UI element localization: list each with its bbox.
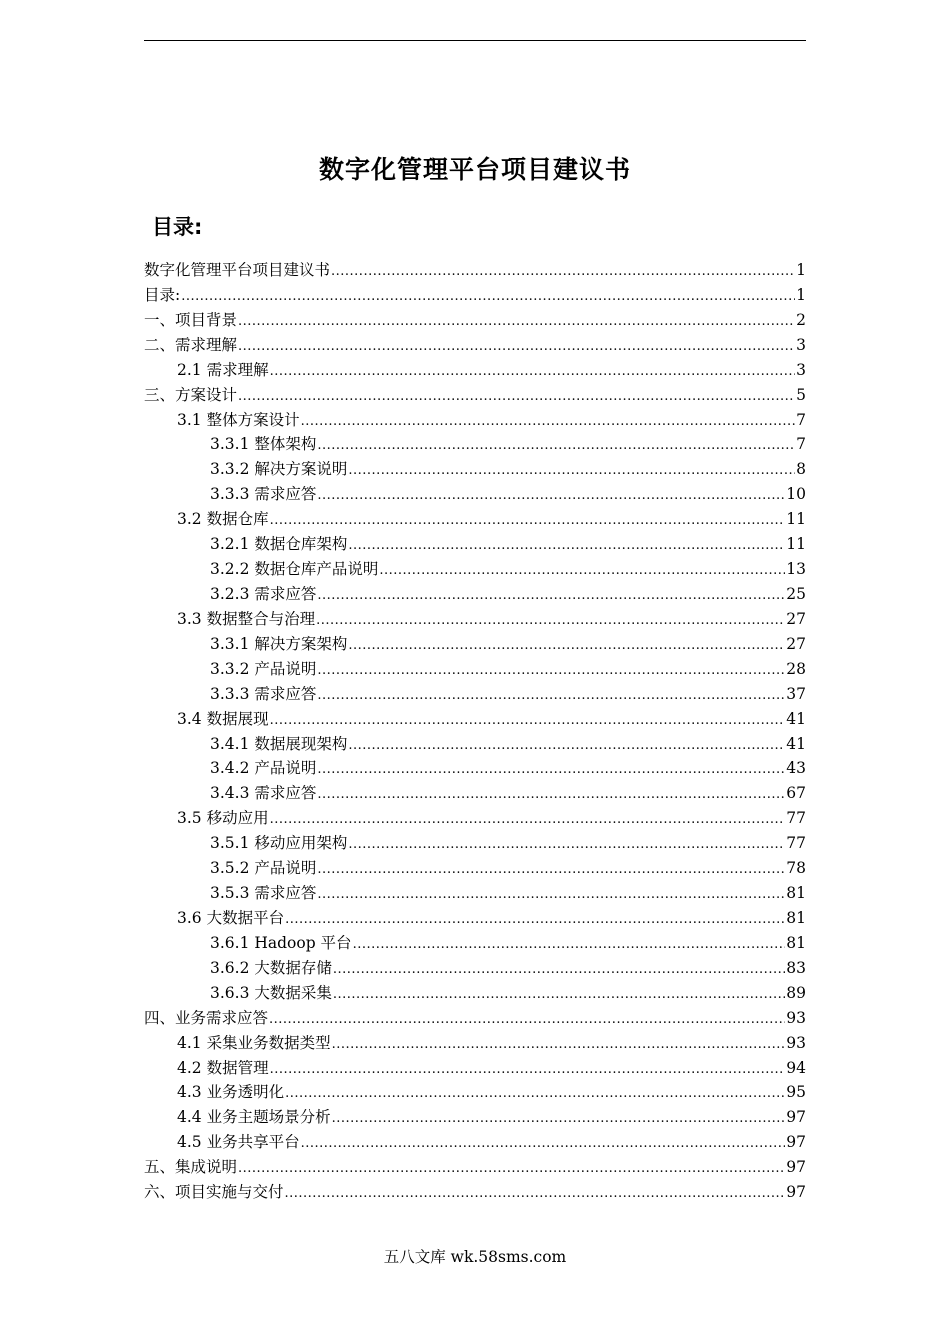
toc-dot-leader — [317, 663, 785, 678]
toc-entry-label: 2.1 需求理解 — [177, 360, 269, 379]
toc-entry-label: 3.5.2 产品说明 — [210, 859, 317, 878]
toc-entry-page-number: 97 — [786, 1133, 806, 1152]
toc-entry[interactable] — [144, 308, 806, 333]
toc-entry-label: 五、集成说明 — [144, 1158, 238, 1177]
toc-entry[interactable] — [144, 507, 806, 532]
toc-entry-page-number: 93 — [786, 1033, 806, 1052]
toc-entry-page-number: 77 — [786, 834, 806, 853]
toc-dot-leader — [238, 1161, 785, 1176]
toc-heading: 目录: — [152, 215, 203, 239]
toc-entry[interactable] — [144, 856, 806, 881]
toc-entry-page-number: 5 — [796, 385, 806, 404]
toc-entry-label: 3.3.2 解决方案说明 — [210, 460, 348, 479]
toc-dot-leader — [301, 414, 796, 429]
toc-entry-page-number: 97 — [786, 1183, 806, 1202]
toc-entry-label: 4.4 业务主题场景分析 — [177, 1108, 331, 1127]
toc-entry-label: 3.6.2 大数据存储 — [210, 958, 332, 977]
toc-entry-label: 3.1 整体方案设计 — [177, 410, 300, 429]
toc-entry-label: 3.6.1 Hadoop 平台 — [210, 933, 352, 952]
toc-entry[interactable] — [144, 1031, 806, 1056]
toc-entry[interactable] — [144, 333, 806, 358]
toc-entry[interactable] — [144, 632, 806, 657]
toc-entry[interactable] — [144, 1180, 806, 1205]
toc-entry-page-number: 7 — [796, 435, 806, 454]
toc-dot-leader — [317, 787, 785, 802]
toc-entry-page-number: 27 — [786, 634, 806, 653]
toc-entry-label: 3.2.1 数据仓库架构 — [210, 535, 348, 554]
toc-entry-label: 3.3.3 需求应答 — [210, 684, 317, 703]
toc-entry-page-number: 93 — [786, 1008, 806, 1027]
toc-entry-page-number: 78 — [786, 859, 806, 878]
toc-entry[interactable] — [144, 1155, 806, 1180]
toc-entry-label: 4.1 采集业务数据类型 — [177, 1033, 331, 1052]
toc-entry-page-number: 67 — [786, 784, 806, 803]
toc-entry-page-number: 81 — [786, 908, 806, 927]
toc-entry-page-number: 97 — [786, 1158, 806, 1177]
toc-dot-leader — [317, 488, 785, 503]
toc-entry-page-number: 8 — [796, 460, 806, 479]
toc-dot-leader — [332, 1111, 786, 1126]
toc-entry[interactable] — [144, 457, 806, 482]
toc-entry-page-number: 27 — [786, 609, 806, 628]
toc-entry-label: 3.2 数据仓库 — [177, 510, 269, 529]
toc-entry[interactable] — [144, 358, 806, 383]
toc-entry-label: 3.3.2 产品说明 — [210, 659, 317, 678]
toc-dot-leader — [301, 1136, 786, 1151]
toc-entry-page-number: 11 — [786, 510, 806, 529]
header-rule — [144, 40, 806, 41]
toc-entry[interactable] — [144, 682, 806, 707]
toc-entry[interactable] — [144, 981, 806, 1006]
toc-dot-leader — [285, 1086, 785, 1101]
toc-entry-page-number: 83 — [786, 958, 806, 977]
toc-entry-label: 三、方案设计 — [144, 385, 238, 404]
toc-entry-label: 3.4.1 数据展现架构 — [210, 734, 348, 753]
toc-entry-label: 3.3.3 需求应答 — [210, 485, 317, 504]
toc-entry[interactable] — [144, 931, 806, 956]
toc-dot-leader — [181, 289, 795, 304]
toc-entry[interactable] — [144, 657, 806, 682]
toc-entry-page-number: 95 — [786, 1083, 806, 1102]
toc-dot-leader — [270, 713, 786, 728]
toc-entry-page-number: 3 — [796, 360, 806, 379]
toc-entry[interactable] — [144, 1006, 806, 1031]
toc-entry[interactable] — [144, 781, 806, 806]
toc-entry-page-number: 97 — [786, 1108, 806, 1127]
toc-entry-label: 3.2.2 数据仓库产品说明 — [210, 560, 379, 579]
page-footer: 五八文库 wk.58sms.com — [383, 1248, 567, 1266]
toc-entry-page-number: 43 — [786, 759, 806, 778]
toc-entry-label: 3.3 数据整合与治理 — [177, 609, 316, 628]
toc-entry-label: 四、业务需求应答 — [144, 1008, 269, 1027]
toc-entry-page-number: 7 — [796, 410, 806, 429]
toc-entry-page-number: 81 — [786, 933, 806, 952]
toc-entry[interactable] — [144, 607, 806, 632]
toc-dot-leader — [285, 1186, 786, 1201]
toc-entry[interactable] — [144, 831, 806, 856]
toc-entry-page-number: 77 — [786, 809, 806, 828]
toc-dot-leader — [348, 837, 785, 852]
toc-entry[interactable] — [144, 432, 806, 457]
toc-entry-page-number: 89 — [786, 983, 806, 1002]
toc-dot-leader — [348, 738, 785, 753]
toc-entry-page-number: 41 — [786, 709, 806, 728]
toc-entry-page-number: 1 — [796, 261, 806, 279]
toc-dot-leader — [331, 264, 795, 279]
toc-entry-page-number: 94 — [786, 1058, 806, 1077]
toc-entry-label: 3.6.3 大数据采集 — [210, 983, 332, 1002]
toc-dot-leader — [348, 463, 795, 478]
toc-entry-page-number: 41 — [786, 734, 806, 753]
toc-entry[interactable] — [144, 881, 806, 906]
toc-entry[interactable] — [144, 1130, 806, 1155]
toc-dot-leader — [353, 937, 786, 952]
toc-entry[interactable] — [144, 1105, 806, 1130]
toc-entry-label: 4.3 业务透明化 — [177, 1083, 285, 1102]
toc-entry[interactable] — [144, 258, 806, 283]
toc-entry-label: 数字化管理平台项目建议书 — [144, 261, 331, 279]
toc-entry[interactable] — [144, 582, 806, 607]
toc-entry-page-number: 25 — [786, 584, 806, 603]
toc-entry-page-number: 1 — [796, 285, 806, 304]
toc-entry-label: 3.3.1 解决方案架构 — [210, 634, 348, 653]
toc-entry[interactable] — [144, 756, 806, 781]
toc-dot-leader — [348, 638, 785, 653]
toc-entry-page-number: 2 — [796, 310, 806, 329]
toc-dot-leader — [317, 588, 785, 603]
toc-entry[interactable] — [144, 707, 806, 732]
toc-dot-leader — [317, 762, 785, 777]
toc-entry-label: 3.5.3 需求应答 — [210, 884, 317, 903]
toc-entry[interactable] — [144, 283, 806, 308]
toc-entry-page-number: 37 — [786, 684, 806, 703]
toc-entry-page-number: 13 — [786, 560, 806, 579]
toc-entry[interactable] — [144, 1056, 806, 1081]
toc-dot-leader — [270, 364, 796, 379]
toc-entry[interactable] — [144, 732, 806, 757]
table-of-contents — [144, 258, 806, 1205]
toc-dot-leader — [317, 688, 785, 703]
toc-dot-leader — [333, 962, 785, 977]
toc-dot-leader — [285, 912, 785, 927]
toc-entry-page-number: 10 — [786, 485, 806, 504]
toc-entry-label: 六、项目实施与交付 — [144, 1183, 284, 1202]
toc-entry[interactable] — [144, 806, 806, 831]
toc-entry-page-number: 3 — [796, 335, 806, 354]
toc-dot-leader — [269, 1012, 785, 1027]
toc-dot-leader — [317, 862, 785, 877]
toc-dot-leader — [317, 438, 795, 453]
toc-dot-leader — [270, 513, 786, 528]
toc-entry[interactable] — [144, 956, 806, 981]
toc-dot-leader — [270, 812, 786, 827]
toc-entry[interactable] — [144, 408, 806, 433]
toc-entry[interactable] — [144, 482, 806, 507]
toc-entry-label: 3.2.3 需求应答 — [210, 584, 317, 603]
toc-entry[interactable] — [144, 1080, 806, 1105]
toc-dot-leader — [332, 1037, 786, 1052]
toc-entry-page-number: 11 — [786, 535, 806, 554]
toc-entry-page-number: 28 — [786, 659, 806, 678]
toc-dot-leader — [379, 563, 785, 578]
toc-entry-label: 3.4 数据展现 — [177, 709, 269, 728]
toc-dot-leader — [317, 887, 785, 902]
toc-entry-label: 3.3.1 整体架构 — [210, 435, 317, 454]
toc-entry[interactable] — [144, 557, 806, 582]
toc-dot-leader — [238, 339, 795, 354]
toc-entry-label: 3.5 移动应用 — [177, 809, 269, 828]
toc-dot-leader — [270, 1062, 786, 1077]
toc-entry-label: 3.4.2 产品说明 — [210, 759, 317, 778]
toc-entry[interactable] — [144, 383, 806, 408]
toc-dot-leader — [333, 987, 785, 1002]
toc-entry-label: 4.5 业务共享平台 — [177, 1133, 300, 1152]
toc-dot-leader — [238, 314, 795, 329]
toc-dot-leader — [238, 389, 795, 404]
toc-entry-label: 3.4.3 需求应答 — [210, 784, 317, 803]
toc-entry-label: 二、需求理解 — [144, 335, 238, 354]
toc-entry-label: 4.2 数据管理 — [177, 1058, 269, 1077]
toc-entry[interactable] — [144, 906, 806, 931]
toc-entry-page-number: 81 — [786, 884, 806, 903]
toc-dot-leader — [316, 613, 785, 628]
toc-entry-label: 3.5.1 移动应用架构 — [210, 834, 348, 853]
toc-entry-label: 目录: — [144, 285, 181, 304]
toc-entry-label: 3.6 大数据平台 — [177, 908, 285, 927]
toc-entry[interactable] — [144, 532, 806, 557]
toc-entry-label: 一、项目背景 — [144, 310, 238, 329]
document-title: 数字化管理平台项目建议书 — [318, 155, 631, 184]
toc-dot-leader — [348, 538, 785, 553]
